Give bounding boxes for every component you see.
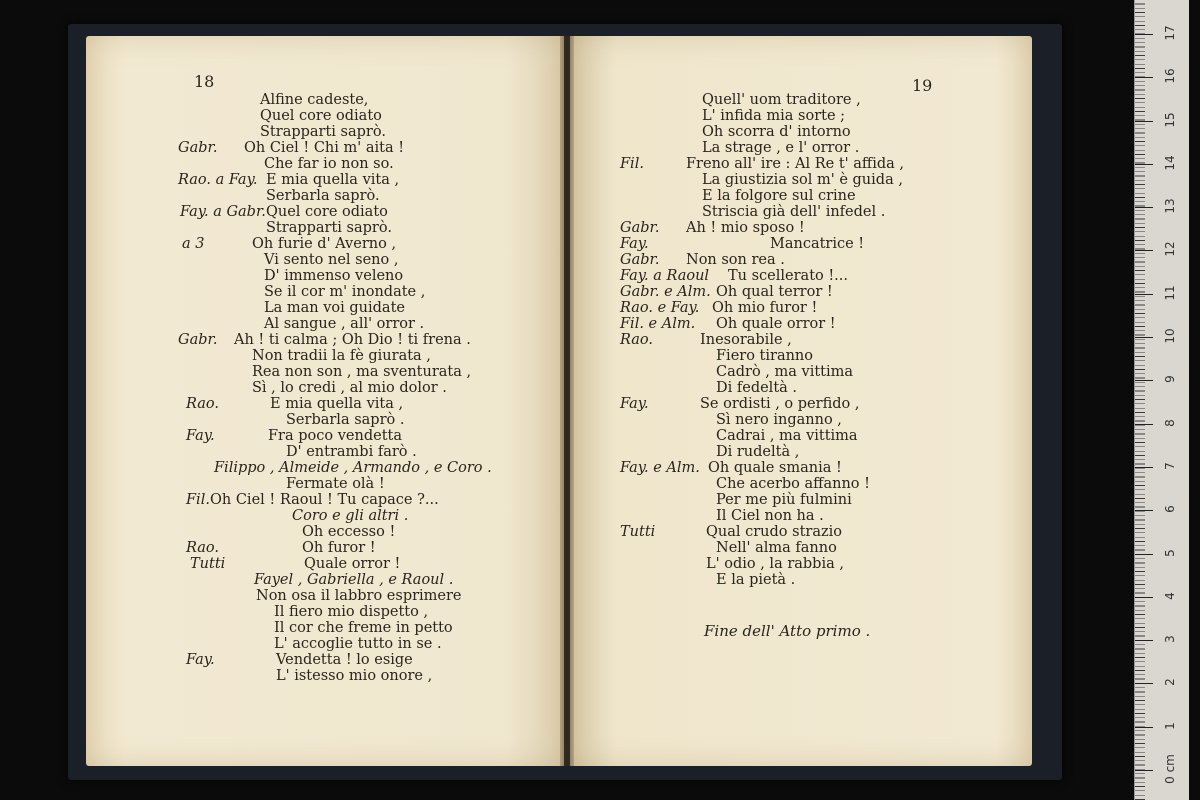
- ruler-tick: [1135, 250, 1153, 251]
- verse-line: Oh eccesso !: [302, 524, 396, 540]
- verse-line: Vi sento nel seno ,: [264, 252, 399, 268]
- ruler-label: 9: [1163, 375, 1177, 384]
- verse-line: L' infida mia sorte ;: [702, 108, 846, 124]
- verse-line: La strage , e l' orror .: [702, 140, 860, 156]
- verse-line: Serbarla saprò .: [286, 412, 405, 428]
- verse-line: Tu scellerato !...: [728, 268, 849, 284]
- book-gutter: [560, 36, 574, 766]
- ruler-tick: [1135, 640, 1153, 641]
- speaker-label: Fay.: [620, 396, 649, 412]
- verse-line: Vendetta ! lo esige: [276, 652, 413, 668]
- speaker-label: a 3: [182, 236, 205, 252]
- ruler-label: 2: [1163, 678, 1177, 687]
- verse-line: Strapparti saprò.: [260, 124, 386, 140]
- verse-line: Quel core odiato: [266, 204, 388, 220]
- verse-line: Non tradii la fè giurata ,: [252, 348, 431, 364]
- ruler-tick: [1135, 424, 1153, 425]
- ruler-tick: [1135, 164, 1153, 165]
- verse-line: Ah ! ti calma ; Oh Dio ! ti frena .: [234, 332, 471, 348]
- verse-line: Coro e gli altri .: [292, 508, 409, 524]
- left-page: [86, 36, 564, 766]
- verse-line: Oh furie d' Averno ,: [252, 236, 397, 252]
- ruler-label: 11: [1163, 285, 1177, 301]
- ruler-tick: [1135, 597, 1153, 598]
- verse-line: La giustizia sol m' è guida ,: [702, 172, 903, 188]
- ruler-label: 1: [1163, 721, 1177, 730]
- verse-line: Quale orror !: [304, 556, 401, 572]
- speaker-label: Gabr. e Alm.: [620, 284, 711, 300]
- speaker-label: Gabr.: [620, 220, 660, 236]
- verse-line: Quell' uom traditore ,: [702, 92, 861, 108]
- verse-line: L' odio , la rabbia ,: [706, 556, 844, 572]
- ruler-tick: [1135, 77, 1153, 78]
- verse-line: Oh Ciel ! Raoul ! Tu capace ?...: [210, 492, 439, 508]
- speaker-label: Rao.: [186, 540, 219, 556]
- verse-line: Che far io non so.: [264, 156, 394, 172]
- ruler-tick: [1135, 294, 1153, 295]
- verse-line: Fayel , Gabriella , e Raoul .: [254, 572, 454, 588]
- verse-line: Di fedeltà .: [716, 380, 798, 396]
- ruler-label: 3: [1163, 635, 1177, 643]
- ruler-label: 4: [1163, 591, 1177, 600]
- verse-line: Oh quale smania !: [708, 460, 842, 476]
- verse-line: E mia quella vita ,: [266, 172, 400, 188]
- ruler-label: 15: [1163, 111, 1177, 128]
- speaker-label: Fay.: [186, 428, 215, 444]
- verse-line: Cadrai , ma vittima: [716, 428, 858, 444]
- verse-line: D' immenso veleno: [264, 268, 404, 284]
- verse-line: Oh quale orror !: [716, 316, 836, 332]
- speaker-label: Rao.: [620, 332, 653, 348]
- verse-line: E mia quella vita ,: [270, 396, 404, 412]
- verse-line: Cadrò , ma vittima: [716, 364, 854, 380]
- ruler-label: 0 cm: [1163, 754, 1177, 784]
- right-page-number: 19: [912, 76, 933, 95]
- ruler-tick: [1135, 207, 1153, 208]
- verse-line: E la folgore sul crine: [702, 188, 856, 204]
- verse-line: Oh qual terror !: [716, 284, 833, 300]
- ruler-label: 12: [1163, 241, 1177, 258]
- ruler-tick: [1135, 727, 1153, 728]
- verse-line: L' istesso mio onore ,: [276, 668, 433, 684]
- verse-line: Freno all' ire : Al Re t' affida ,: [686, 156, 904, 172]
- ruler-tick: [1135, 510, 1153, 511]
- ruler-tick: [1135, 467, 1153, 468]
- verse-line: Il Ciel non ha .: [716, 508, 824, 524]
- ruler-tick: [1135, 554, 1153, 555]
- verse-line: Qual crudo strazio: [706, 524, 842, 540]
- verse-line: Inesorabile ,: [700, 332, 792, 348]
- speaker-label: Tutti: [190, 556, 226, 572]
- speaker-label: Fay. a Gabr.: [180, 204, 266, 220]
- speaker-label: Gabr.: [178, 332, 218, 348]
- speaker-label: Gabr.: [620, 252, 660, 268]
- verse-line: Nell' alma fanno: [716, 540, 837, 556]
- ruler-tick: [1135, 34, 1153, 35]
- speaker-label: Fay. a Raoul: [620, 268, 710, 284]
- verse-line: Ah ! mio sposo !: [686, 220, 805, 236]
- ruler-tick: [1135, 337, 1153, 338]
- verse-line: Fiero tiranno: [716, 348, 813, 364]
- verse-line: Quel core odiato: [260, 108, 382, 124]
- verse-line: L' accoglie tutto in se .: [274, 636, 442, 652]
- verse-line: Al sangue , all' orror .: [264, 316, 425, 332]
- ruler-label: 5: [1163, 548, 1177, 557]
- speaker-label: Fil.: [620, 156, 644, 172]
- verse-line: Fra poco vendetta: [268, 428, 402, 444]
- ruler-label: 14: [1163, 155, 1177, 171]
- verse-line: Di rudeltà ,: [716, 444, 800, 460]
- verse-line: Serbarla saprò.: [266, 188, 380, 204]
- verse-line: Che acerbo affanno !: [716, 476, 870, 492]
- verse-line: Oh Ciel ! Chi m' aita !: [244, 140, 405, 156]
- ruler-tick: [1135, 683, 1153, 684]
- verse-line: Filippo , Almeide , Armando , e Coro .: [214, 460, 492, 476]
- verse-line: Strapparti saprò.: [266, 220, 392, 236]
- verse-line: Oh furor !: [302, 540, 376, 556]
- ruler-tick: [1135, 380, 1153, 381]
- speaker-label: Fil. e Alm.: [620, 316, 696, 332]
- verse-line: Se il cor m' inondate ,: [264, 284, 426, 300]
- verse-line: E la pietà .: [716, 572, 796, 588]
- speaker-label: Fay.: [620, 236, 649, 252]
- verse-line: Oh mio furor !: [712, 300, 818, 316]
- verse-line: Il cor che freme in petto: [274, 620, 453, 636]
- verse-line: Oh scorra d' intorno: [702, 124, 851, 140]
- ruler-label: 16: [1163, 68, 1177, 84]
- ruler-label: 17: [1163, 25, 1177, 41]
- verse-line: Non son rea .: [686, 252, 785, 268]
- ruler-label: 7: [1163, 462, 1177, 470]
- verse-line: D' entrambi farò .: [286, 444, 417, 460]
- speaker-label: Fay. e Alm.: [620, 460, 700, 476]
- verse-line: Sì nero inganno ,: [716, 412, 842, 428]
- speaker-label: Gabr.: [178, 140, 218, 156]
- verse-line: Fermate olà !: [286, 476, 385, 492]
- ruler-tick: [1135, 770, 1153, 771]
- verse-line: Mancatrice !: [770, 236, 865, 252]
- verse-line: Rea non son , ma sventurata ,: [252, 364, 472, 380]
- measuring-ruler: [1134, 0, 1189, 800]
- verse-line: Il fiero mio dispetto ,: [274, 604, 429, 620]
- verse-line: La man voi guidate: [264, 300, 405, 316]
- right-page: [570, 36, 1032, 766]
- ruler-label: 6: [1163, 505, 1177, 514]
- ruler-label: 8: [1163, 418, 1177, 427]
- verse-line: Se ordisti , o perfido ,: [700, 396, 860, 412]
- ruler-label: 13: [1163, 198, 1177, 214]
- ruler-tick: [1135, 121, 1153, 122]
- speaker-label: Rao.: [186, 396, 219, 412]
- speaker-label: Fay.: [186, 652, 215, 668]
- speaker-label: Fil.: [186, 492, 210, 508]
- speaker-label: Rao. a Fay.: [178, 172, 258, 188]
- act-end-line: Fine dell' Atto primo .: [704, 622, 871, 640]
- speaker-label: Tutti: [620, 524, 656, 540]
- verse-line: Non osa il labbro esprimere: [256, 588, 462, 604]
- verse-line: Alfine cadeste,: [260, 92, 369, 108]
- speaker-label: Rao. e Fay.: [620, 300, 700, 316]
- verse-line: Per me più fulmini: [716, 492, 852, 508]
- left-page-number: 18: [194, 72, 215, 91]
- verse-line: Striscia già dell' infedel .: [702, 204, 886, 220]
- ruler-label: 10: [1163, 328, 1177, 344]
- verse-line: Sì , lo credi , al mio dolor .: [252, 380, 447, 396]
